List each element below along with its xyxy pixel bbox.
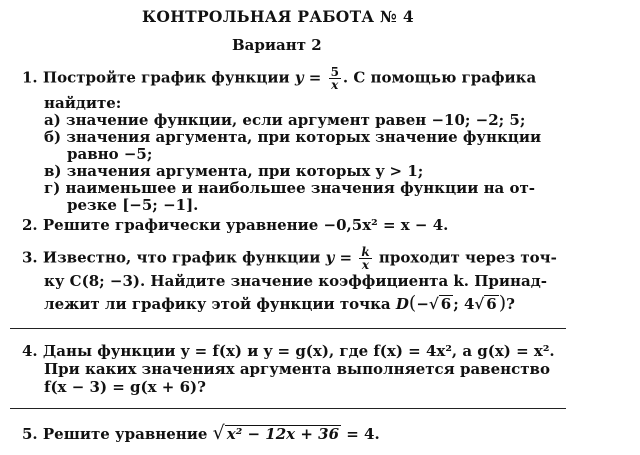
task-5-rhs: = 4. — [346, 425, 380, 443]
task-4-line-1-text: Даны функции y = f(x) и y = g(x), где f(x) = 4x², а g(x) = x². — [42, 342, 555, 360]
task-3-point-name: D — [395, 295, 409, 313]
task-1-function-lhs: y = — [294, 68, 322, 87]
task-4-line-2: При каких значениях аргумента выполняется равенство — [44, 360, 550, 378]
task-3-line-1 — [22, 246, 557, 271]
task-1-item-b-line-2: равно −5; — [67, 145, 153, 163]
task-5-text: Решите уравнение — [42, 425, 208, 443]
task-3-fraction — [359, 246, 371, 271]
task-1-fraction — [329, 66, 341, 91]
task-3-point-y-coef: 4 — [463, 295, 475, 313]
divider-1 — [10, 328, 566, 329]
task-1-line-2: найдите: — [44, 94, 122, 112]
task-3-line-2: ку C(8; −3). Найдите значение коэффициента k. Принад- — [44, 272, 547, 290]
task-5-radicand: x² − 12x + 36 — [226, 425, 340, 443]
task-1-number: 1. — [22, 68, 38, 87]
task-3-point-y-radicand: 6 — [486, 295, 497, 313]
task-2 — [22, 216, 448, 234]
page-title: КОНТРОЛЬНАЯ РАБОТА № 4 — [142, 7, 414, 26]
task-5-number: 5. — [22, 425, 38, 443]
task-3-fraction-numerator: k — [361, 245, 370, 259]
task-3-line-3: лежит ли графику этой функции точка D(−√ 6 ; 4√ 6 )? — [44, 292, 515, 314]
task-1-item-v: в) значения аргумента, при которых y > 1; — [44, 162, 424, 180]
task-4-number: 4. — [22, 342, 38, 360]
task-1-fraction-denominator: x — [331, 78, 339, 92]
task-2-text: Решите графически уравнение −0,5x² = x − 4. — [42, 216, 449, 234]
divider-2 — [10, 408, 566, 409]
task-1-line-1 — [22, 66, 536, 91]
task-4-line-3: f(x − 3) = g(x + 6)? — [44, 378, 206, 396]
task-1-item-g-line-2: резке [−5; −1]. — [67, 196, 199, 214]
task-1-item-a: а) значение функции, если аргумент равен −10; −2; 5; — [44, 111, 526, 129]
task-3-line-1-start: Известно, что график функции — [42, 248, 321, 267]
task-1-intro-end: . С помощью графика — [342, 68, 537, 87]
task-1-fraction-numerator: 5 — [330, 65, 339, 79]
task-3-line-3-start: лежит ли графику этой функции точка — [44, 295, 391, 313]
task-1-intro: Постройте график функции — [42, 68, 290, 87]
task-3-number: 3. — [22, 248, 38, 267]
task-1-item-b-line-1: б) значения аргумента, при которых значение функции — [44, 128, 542, 146]
task-2-number: 2. — [22, 216, 38, 234]
task-3-fraction-denominator: x — [361, 258, 370, 272]
task-3-point-x-radicand: 6 — [440, 295, 452, 313]
task-3-function-lhs: y = — [325, 248, 353, 267]
task-4-line-1 — [22, 342, 555, 360]
task-3-line-3-end: ? — [506, 295, 515, 313]
task-3-line-1-end: проходит через точ- — [378, 248, 557, 267]
task-5: 5. Решите уравнение √ x² − 12x + 36 = 4. — [22, 422, 380, 444]
task-1-item-g-line-1: г) наименьшее и наибольшее значения функции на от- — [44, 179, 536, 197]
variant-label: Вариант 2 — [232, 36, 322, 54]
